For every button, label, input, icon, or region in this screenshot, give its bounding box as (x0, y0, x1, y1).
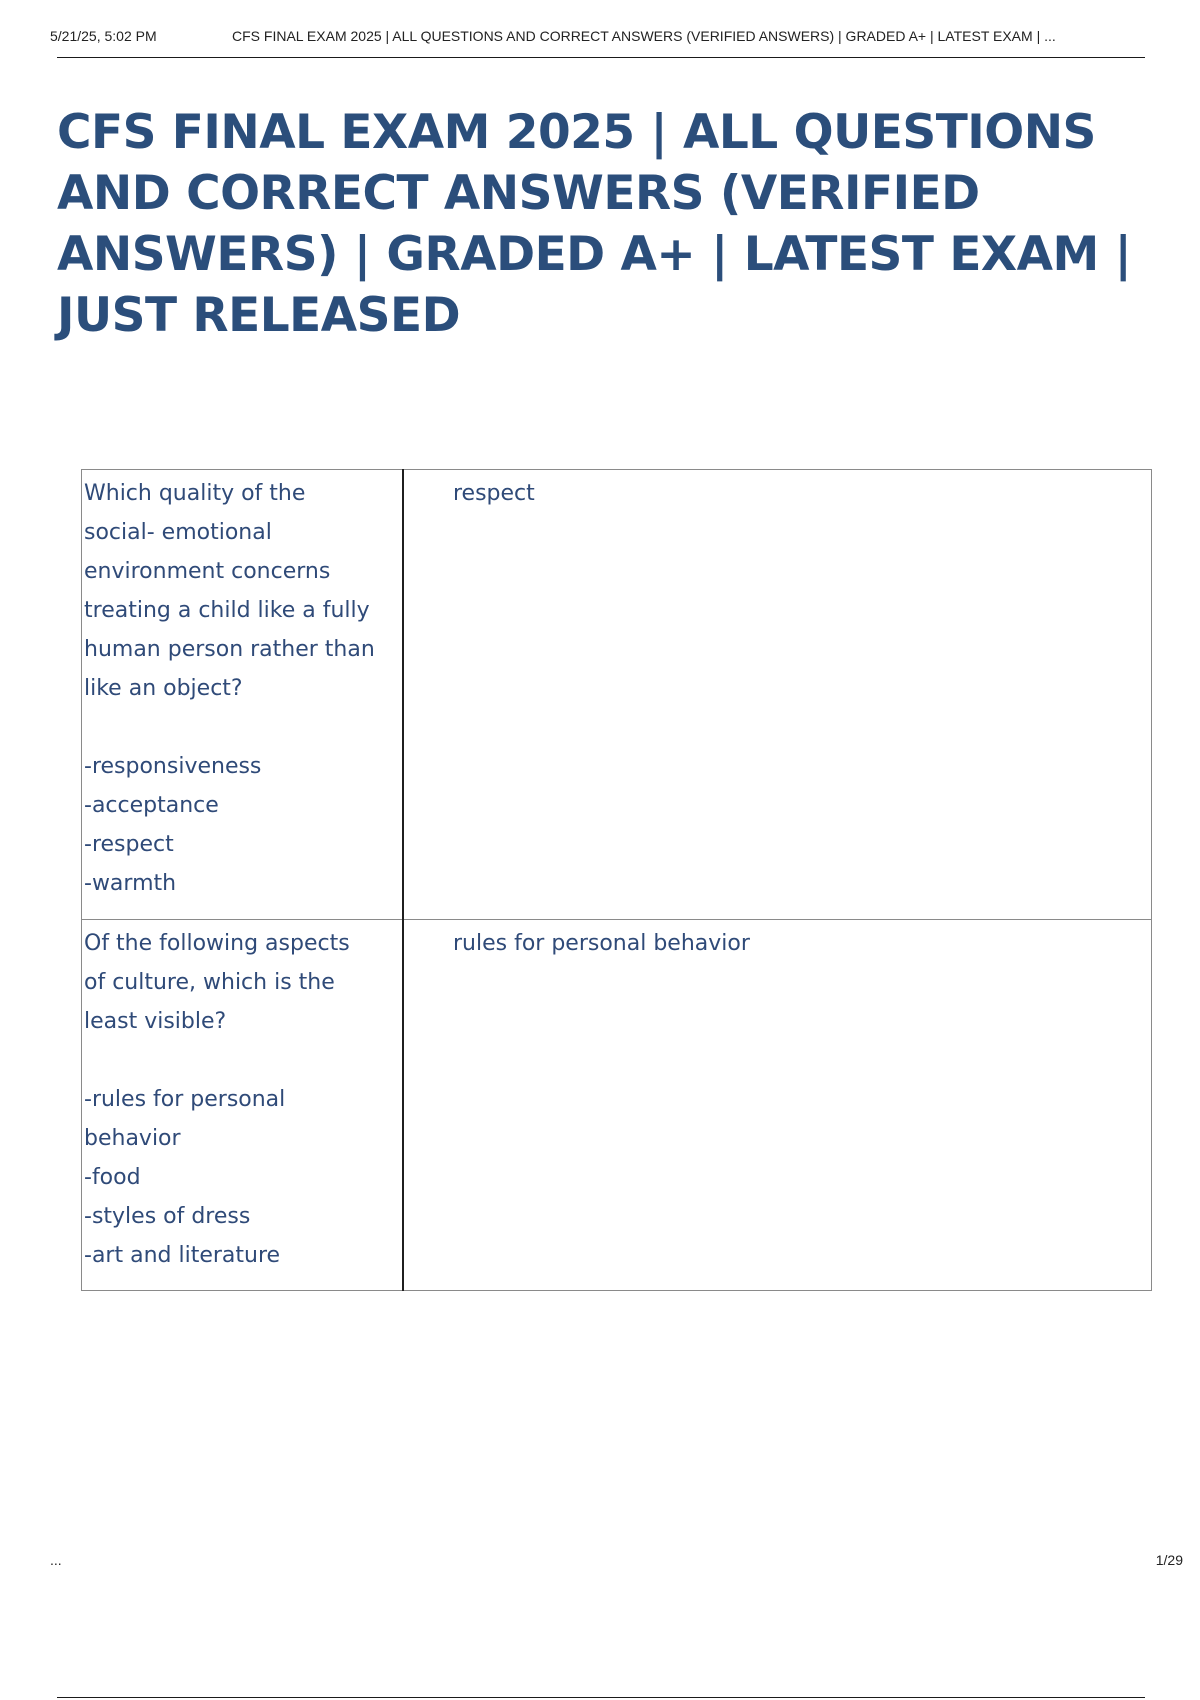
print-datetime: 5/21/25, 5:02 PM (50, 28, 157, 44)
answer-cell (403, 920, 1152, 1291)
qa-row (82, 920, 1152, 1291)
answer-text: rules for personal behavior (453, 931, 750, 956)
question-text: Which quality of the social- emotional environment concerns treating a child like a fully human person rather than like an object? -responsiveness -acceptance -respect -warmth (84, 481, 375, 896)
print-header (0, 28, 1200, 50)
footer-divider (57, 1697, 1145, 1698)
answer-cell (403, 470, 1152, 920)
header-divider (57, 57, 1145, 58)
question-cell (82, 920, 404, 1291)
answer-text: respect (453, 481, 535, 506)
print-page-title: CFS FINAL EXAM 2025 | ALL QUESTIONS AND CORRECT ANSWERS (VERIFIED ANSWERS) | GRADED A+ | LATEST EXAM | ... (232, 28, 1056, 44)
question-text: Of the following aspects of culture, which is the least visible? -rules for personal behavior -food -styles of dress -art and literature (84, 931, 350, 1268)
document-title: CFS FINAL EXAM 2025 | ALL QUESTIONS AND CORRECT ANSWERS (VERIFIED ANSWERS) | GRADED A+ | LATEST EXAM | JUST RELEASED (57, 105, 1132, 343)
qa-table (81, 469, 1152, 1291)
print-footer-url: ... (50, 1552, 62, 1568)
question-cell (82, 470, 404, 920)
qa-row (82, 470, 1152, 920)
page-number: 1/29 (1155, 1552, 1183, 1568)
